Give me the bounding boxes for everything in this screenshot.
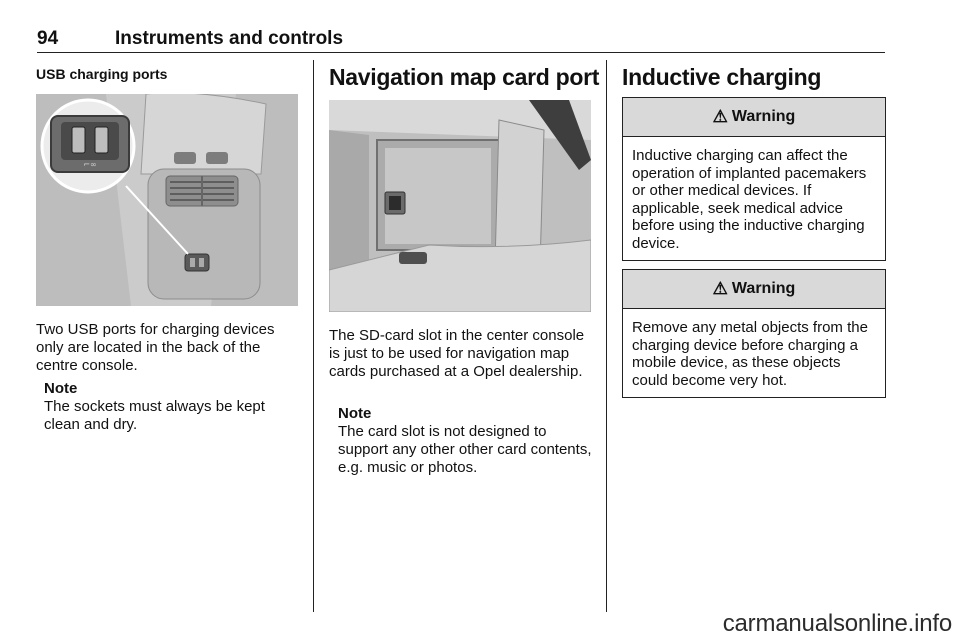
warning-header <box>623 270 885 309</box>
column-divider <box>313 60 314 612</box>
usb-note-text: The sockets must always be kept clean and dry. <box>44 398 265 433</box>
page-header <box>37 28 885 53</box>
sd-card-slot-illustration <box>329 100 591 312</box>
column-divider <box>606 60 607 612</box>
usb-body-text: Two USB ports for charging devices only are located in the back of the centre console. <box>36 321 275 374</box>
watermark: carmanualsonline.info <box>722 610 952 637</box>
warning-triangle-icon: ⚠ <box>712 107 728 126</box>
warning-box <box>622 97 886 261</box>
svg-text:⌐∞: ⌐∞ <box>83 160 97 169</box>
warning-label: Warning <box>731 108 796 125</box>
nav-note-label: Note <box>338 405 372 422</box>
warning-text: Remove any metal objects from the charging device before charging a mobile device, as these objects could become very hot. <box>632 319 868 389</box>
usb-note <box>44 380 304 434</box>
warning-triangle-icon: ⚠ <box>712 279 728 298</box>
warning-header <box>623 98 885 137</box>
inductive-section-heading: Inductive charging <box>622 64 822 90</box>
page-number: 94 <box>37 28 59 49</box>
nav-note-text: The card slot is not designed to support any other other card contents, e.g. music or photos. <box>338 423 592 476</box>
header-title: Instruments and controls <box>115 28 344 49</box>
usb-note-label: Note <box>44 380 78 397</box>
nav-section-heading: Navigation map card port <box>329 64 600 90</box>
warning-label: Warning <box>731 280 796 297</box>
usb-ports-illustration <box>36 94 298 306</box>
nav-note <box>338 405 598 477</box>
warning-text: Inductive charging can affect the operation of implanted pacemakers or other medical devices. If applicable, seek medical advice before using the inductive charging device. <box>632 147 867 252</box>
nav-body-text: The SD-card slot in the center console is just to be used for navigation map cards purchased at a Opel dealership. <box>329 327 585 380</box>
usb-section-title: USB charging ports <box>36 66 168 82</box>
warning-box <box>622 269 886 398</box>
